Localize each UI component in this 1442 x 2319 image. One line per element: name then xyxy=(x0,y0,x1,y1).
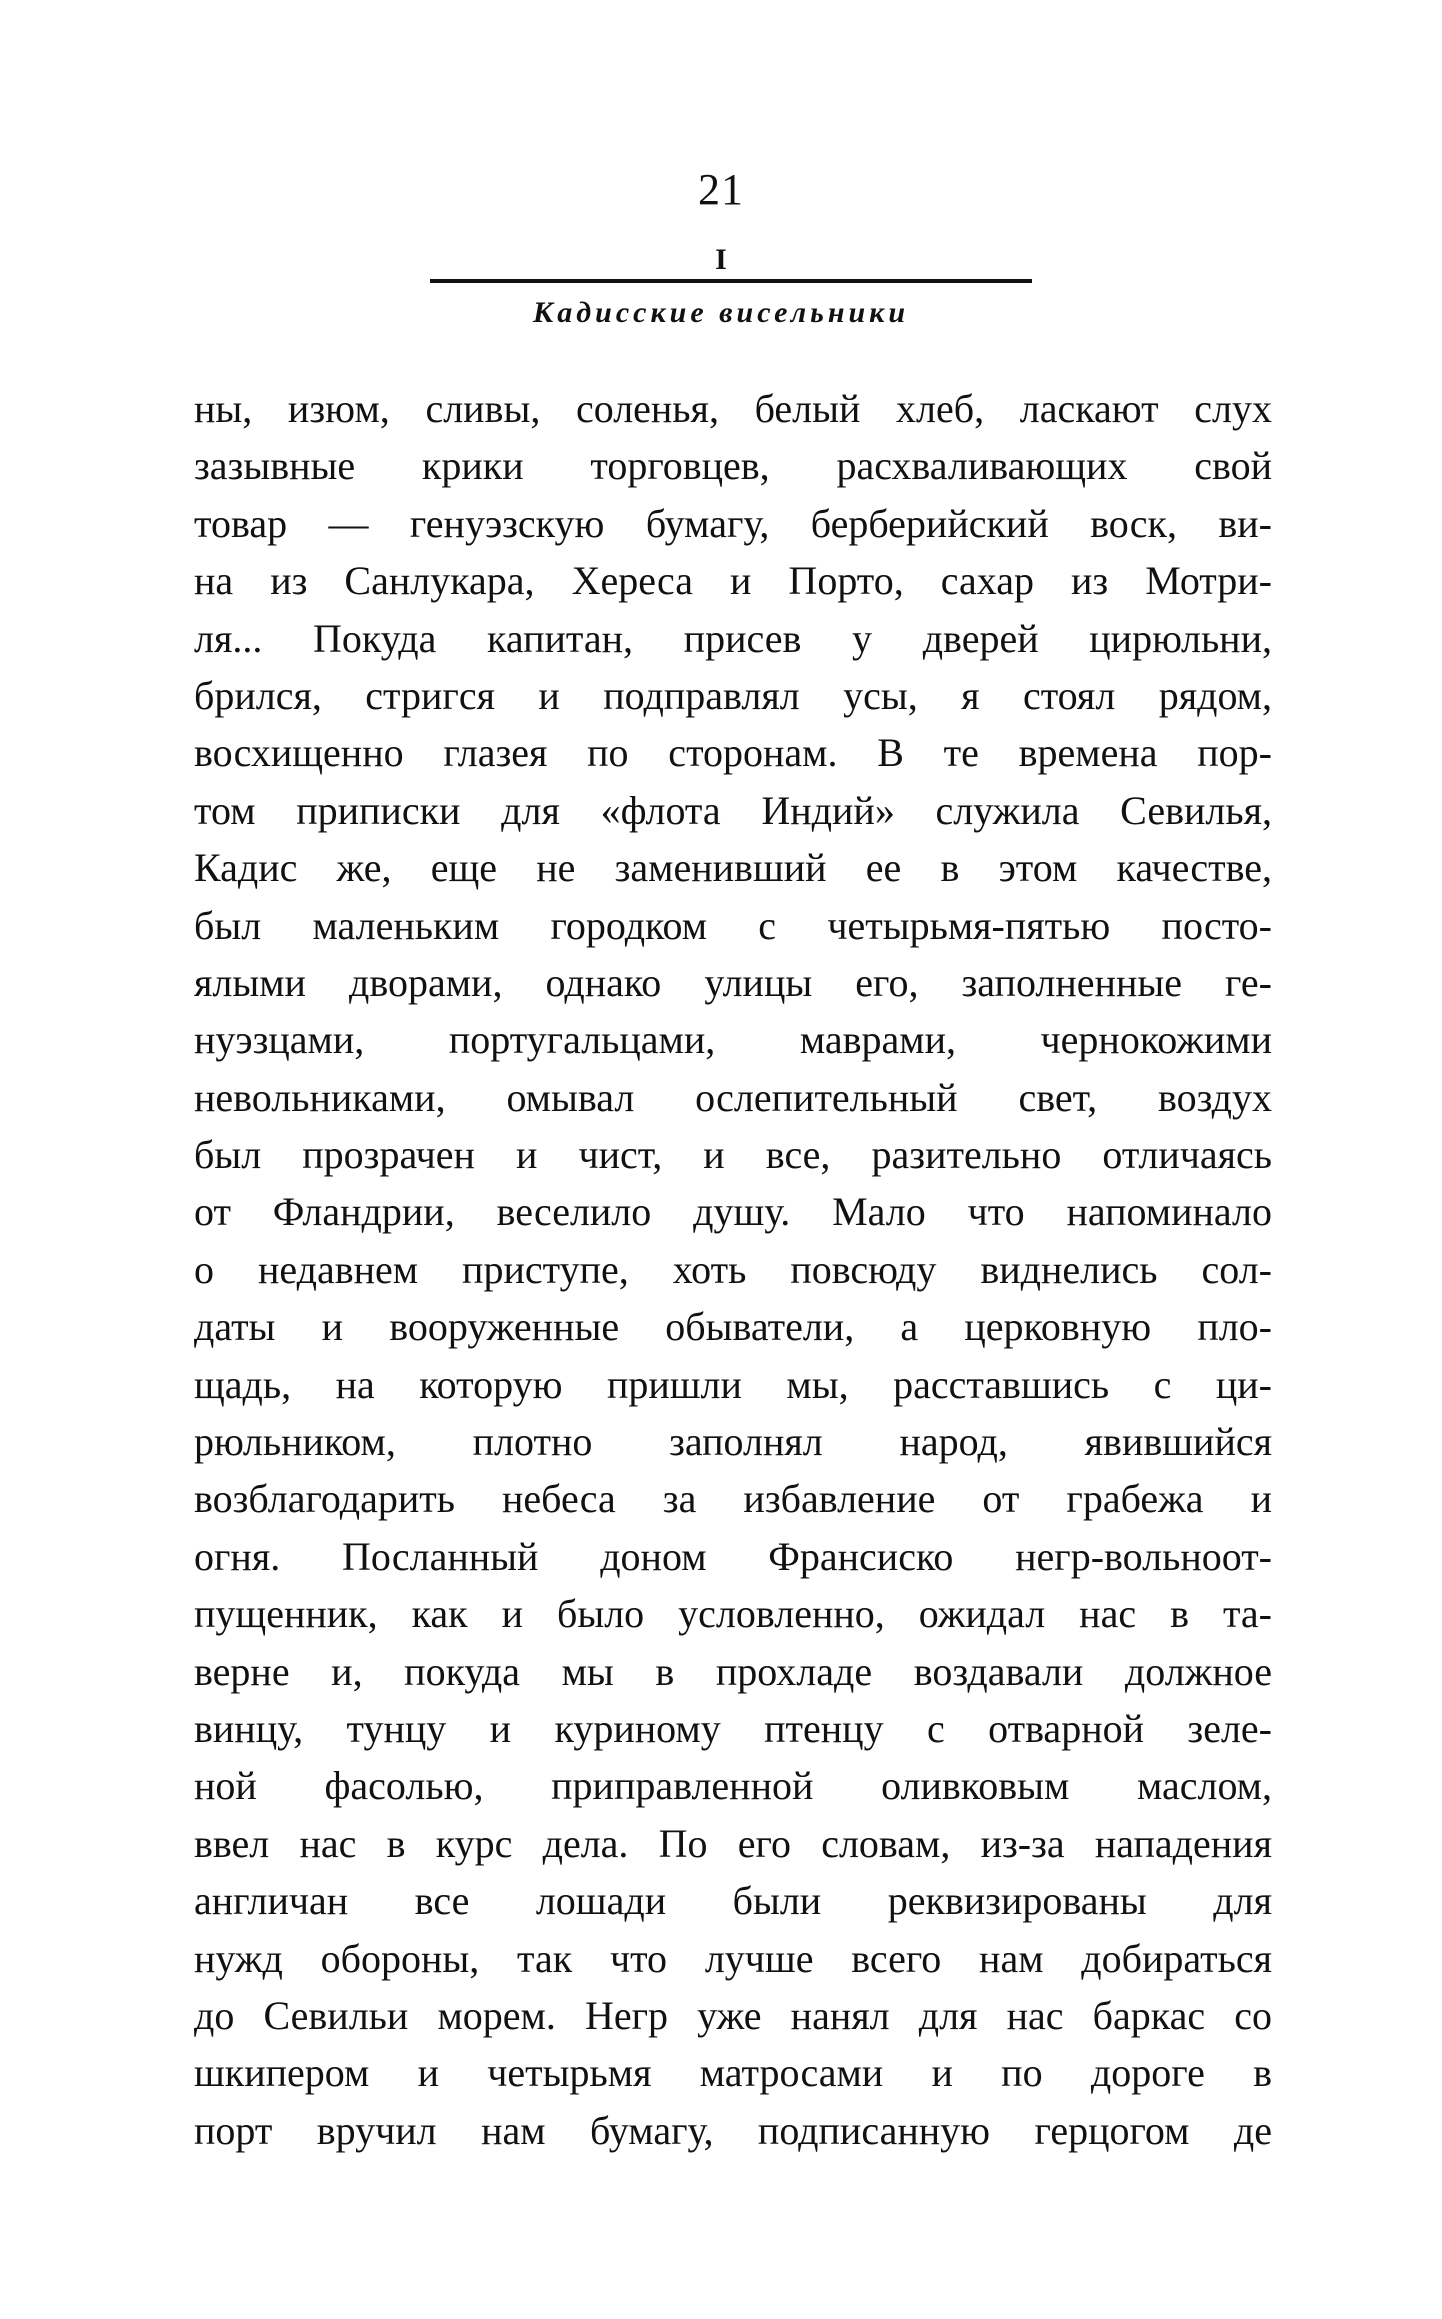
text-line: был маленьким городком с четырьмя-пятью посто- xyxy=(194,902,1272,948)
text-line: до Севильи морем. Негр уже нанял для нас баркас со xyxy=(194,1992,1272,2038)
text-line: нуэзцами, португальцами, маврами, чернокожими xyxy=(194,1017,1272,1063)
text-line: возблагодарить небеса за избавление от грабежа и xyxy=(194,1476,1272,1522)
page-number: 21 xyxy=(698,165,744,214)
text-line: рюльником, плотно заполнял народ, явившийся xyxy=(194,1419,1272,1465)
text-line: восхищенно глазея по сторонам. В те времена пор- xyxy=(194,730,1272,776)
text-line: невольниками, омывал ослепительный свет, воздух xyxy=(194,1074,1272,1120)
text-line: ной фасолью, приправленной оливковым маслом, xyxy=(194,1763,1272,1809)
text-line: ялыми дворами, однако улицы его, заполненные ге- xyxy=(194,959,1272,1005)
text-line: нужд обороны, так что лучше всего нам добираться xyxy=(194,1935,1272,1981)
text-line: был прозрачен и чист, и все, разительно отличаясь xyxy=(194,1132,1272,1178)
text-line: брился, стригся и подправлял усы, я стоял рядом, xyxy=(194,672,1272,718)
text-line: англичан все лошади были реквизированы для xyxy=(194,1878,1272,1924)
text-line: винцу, тунцу и куриному птенцу с отварной зеле- xyxy=(194,1705,1272,1751)
text-line: шкипером и четырьмя матросами и по дороге в xyxy=(194,2050,1272,2096)
text-line: даты и вооруженные обыватели, а церковную пло- xyxy=(194,1304,1272,1350)
text-line: ля... Покуда капитан, присев у дверей цирюльни, xyxy=(194,615,1272,661)
text-line: ны, изюм, сливы, соленья, белый хлеб, ласкают слух xyxy=(194,386,1272,431)
text-line: огня. Посланный доном Франсиско негр-вольноот- xyxy=(194,1533,1272,1579)
text-line: Кадис же, еще не заменивший ее в этом качестве, xyxy=(194,845,1272,891)
chapter-ornament: I xyxy=(715,243,727,276)
text-line: от Фландрии, веселило душу. Мало что напоминало xyxy=(194,1189,1272,1235)
text-line: товар — генуэзскую бумагу, берберийский воск, ви- xyxy=(194,500,1272,546)
text-line: том приписки для «флота Индий» служила Севилья, xyxy=(194,787,1272,833)
text-line: щадь, на которую пришли мы, расставшись с ци- xyxy=(194,1361,1272,1407)
text-line: пущенник, как и было условленно, ожидал нас в та- xyxy=(194,1591,1272,1637)
text-line: порт вручил нам бумагу, подписанную герцогом де xyxy=(194,2107,1272,2153)
header-rule xyxy=(430,279,1032,283)
running-title: Кадисские висельники xyxy=(532,296,910,329)
text-line: на из Санлукара, Хереса и Порто, сахар из Мотри- xyxy=(194,558,1272,604)
text-line: верне и, покуда мы в прохладе воздавали должное xyxy=(194,1648,1272,1694)
text-line: зазывные крики торговцев, расхваливающих свой xyxy=(194,443,1272,489)
text-line: ввел нас в курс дела. По его словам, из-за нападения xyxy=(194,1820,1272,1866)
text-line: о недавнем приступе, хоть повсюду виднелись сол- xyxy=(194,1246,1272,1292)
body-text xyxy=(194,380,1272,2159)
